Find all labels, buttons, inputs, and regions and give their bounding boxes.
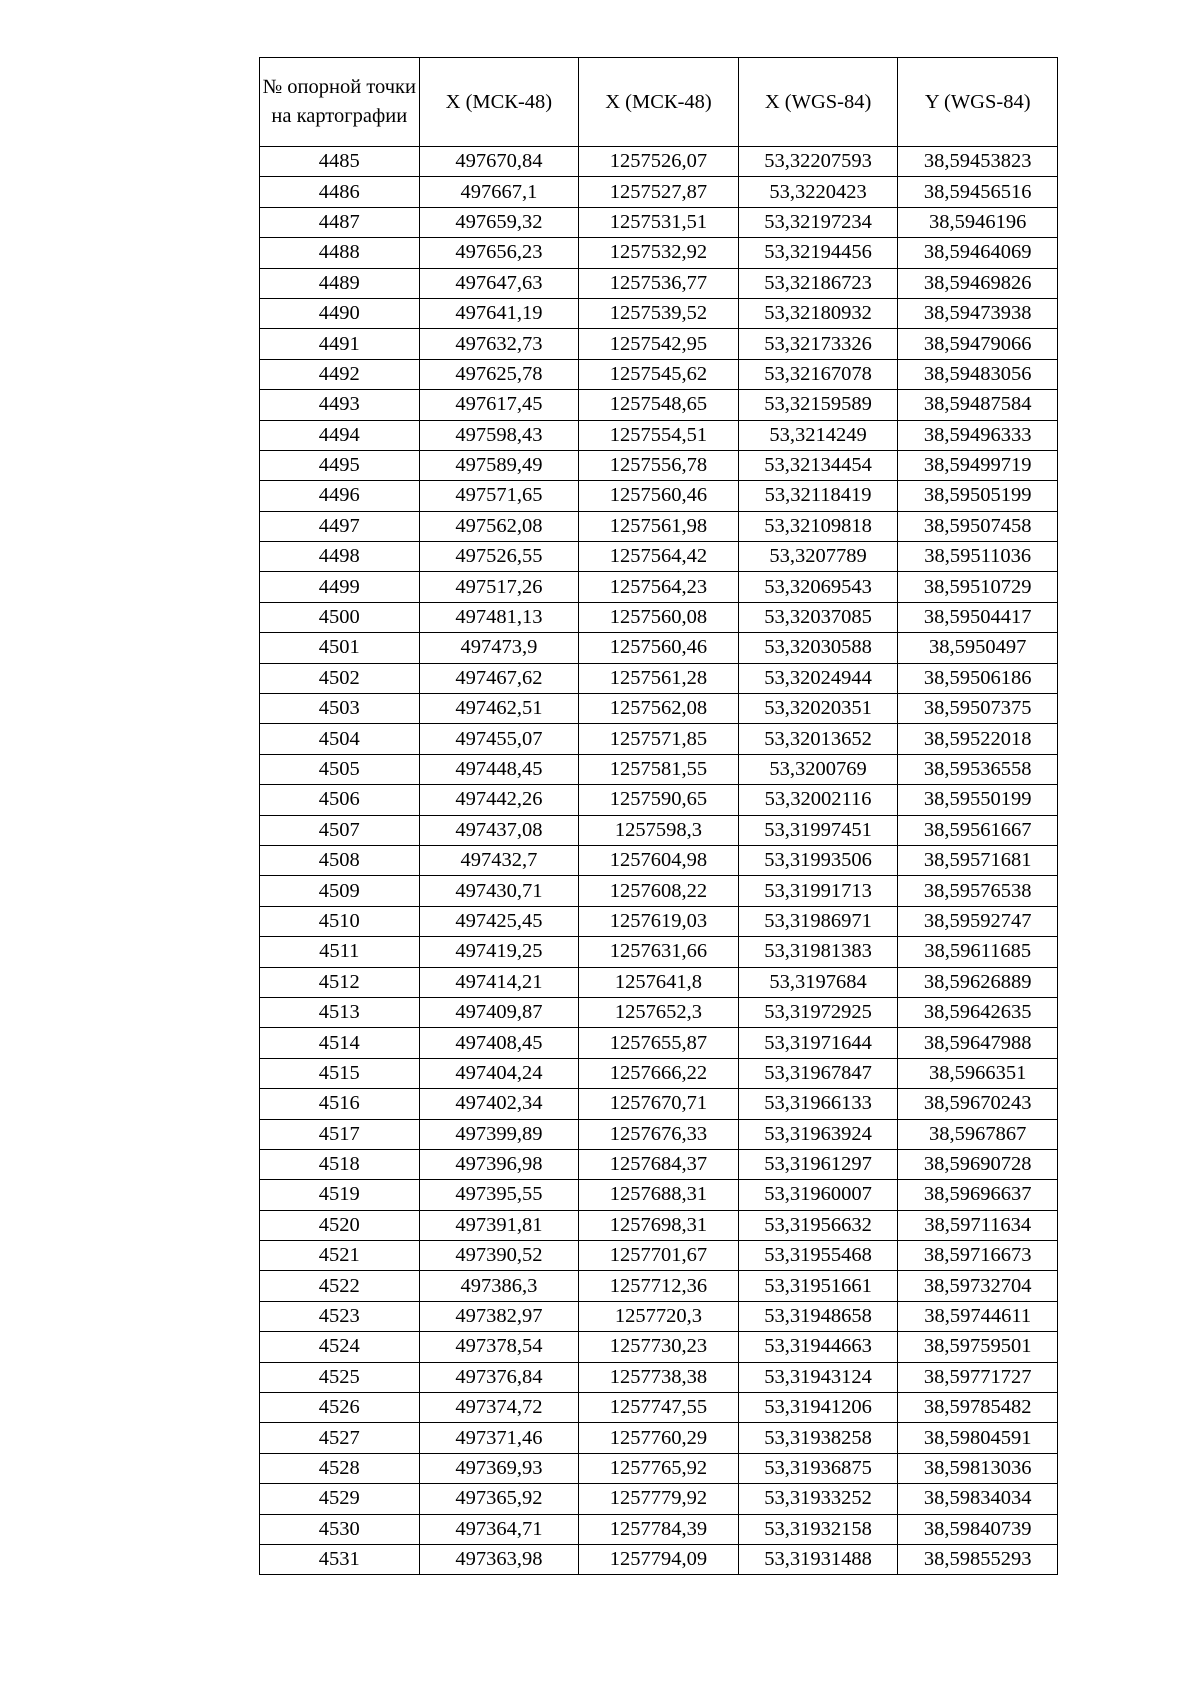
cell-point-number: 4485 (260, 147, 420, 177)
table-row (260, 1119, 1058, 1149)
cell-x-wgs84: 53,31944663 (738, 1332, 898, 1362)
cell-y-wgs84: 38,59785482 (898, 1393, 1058, 1423)
cell-point-number: 4531 (260, 1544, 420, 1574)
cell-point-number: 4501 (260, 633, 420, 663)
cell-point-number: 4505 (260, 754, 420, 784)
table-row (260, 359, 1058, 389)
table-row (260, 937, 1058, 967)
cell-x-wgs84: 53,31972925 (738, 997, 898, 1027)
cell-x-msk48-second: 1257684,37 (579, 1149, 739, 1179)
table-row (260, 1210, 1058, 1240)
cell-x-msk48-second: 1257548,65 (579, 390, 739, 420)
cell-x-msk48-second: 1257560,46 (579, 633, 739, 663)
cell-x-msk48-first: 497467,62 (419, 663, 579, 693)
cell-x-wgs84: 53,32159589 (738, 390, 898, 420)
cell-x-msk48-first: 497641,19 (419, 298, 579, 328)
table-row (260, 906, 1058, 936)
table-row (260, 1149, 1058, 1179)
cell-point-number: 4499 (260, 572, 420, 602)
cell-x-msk48-second: 1257730,23 (579, 1332, 739, 1362)
cell-point-number: 4503 (260, 694, 420, 724)
cell-x-msk48-second: 1257560,08 (579, 602, 739, 632)
cell-x-msk48-first: 497374,72 (419, 1393, 579, 1423)
table-row (260, 876, 1058, 906)
cell-point-number: 4507 (260, 815, 420, 845)
cell-x-msk48-first: 497670,84 (419, 147, 579, 177)
cell-x-wgs84: 53,31931488 (738, 1544, 898, 1574)
table-row (260, 238, 1058, 268)
cell-x-msk48-second: 1257542,95 (579, 329, 739, 359)
cell-y-wgs84: 38,59496333 (898, 420, 1058, 450)
table-row (260, 845, 1058, 875)
cell-x-wgs84: 53,32186723 (738, 268, 898, 298)
table-row (260, 1484, 1058, 1514)
table-row (260, 1271, 1058, 1301)
cell-x-msk48-second: 1257779,92 (579, 1484, 739, 1514)
cell-x-wgs84: 53,31997451 (738, 815, 898, 845)
cell-x-msk48-second: 1257712,36 (579, 1271, 739, 1301)
cell-x-msk48-first: 497419,25 (419, 937, 579, 967)
cell-point-number: 4495 (260, 450, 420, 480)
cell-x-wgs84: 53,31948658 (738, 1301, 898, 1331)
cell-y-wgs84: 38,59571681 (898, 845, 1058, 875)
cell-point-number: 4504 (260, 724, 420, 754)
cell-x-wgs84: 53,32207593 (738, 147, 898, 177)
cell-x-msk48-second: 1257760,29 (579, 1423, 739, 1453)
cell-x-msk48-first: 497437,08 (419, 815, 579, 845)
cell-y-wgs84: 38,59840739 (898, 1514, 1058, 1544)
cell-x-msk48-first: 497399,89 (419, 1119, 579, 1149)
cell-y-wgs84: 38,59507375 (898, 694, 1058, 724)
table-row (260, 177, 1058, 207)
cell-y-wgs84: 38,59576538 (898, 876, 1058, 906)
table-row (260, 1362, 1058, 1392)
cell-x-msk48-second: 1257688,31 (579, 1180, 739, 1210)
cell-y-wgs84: 38,59505199 (898, 481, 1058, 511)
cell-x-msk48-second: 1257590,65 (579, 785, 739, 815)
cell-y-wgs84: 38,5946196 (898, 207, 1058, 237)
cell-y-wgs84: 38,5967867 (898, 1119, 1058, 1149)
cell-y-wgs84: 38,59813036 (898, 1453, 1058, 1483)
cell-point-number: 4497 (260, 511, 420, 541)
cell-x-msk48-first: 497625,78 (419, 359, 579, 389)
cell-x-msk48-second: 1257571,85 (579, 724, 739, 754)
cell-x-msk48-second: 1257598,3 (579, 815, 739, 845)
cell-x-msk48-first: 497617,45 (419, 390, 579, 420)
cell-x-msk48-second: 1257539,52 (579, 298, 739, 328)
cell-x-msk48-first: 497656,23 (419, 238, 579, 268)
cell-x-msk48-second: 1257531,51 (579, 207, 739, 237)
cell-x-wgs84: 53,31941206 (738, 1393, 898, 1423)
cell-x-msk48-first: 497432,7 (419, 845, 579, 875)
cell-point-number: 4527 (260, 1423, 420, 1453)
cell-point-number: 4492 (260, 359, 420, 389)
cell-x-msk48-first: 497562,08 (419, 511, 579, 541)
cell-x-msk48-first: 497425,45 (419, 906, 579, 936)
cell-y-wgs84: 38,59522018 (898, 724, 1058, 754)
cell-x-msk48-first: 497414,21 (419, 967, 579, 997)
cell-y-wgs84: 38,59550199 (898, 785, 1058, 815)
cell-point-number: 4496 (260, 481, 420, 511)
cell-y-wgs84: 38,59732704 (898, 1271, 1058, 1301)
cell-x-wgs84: 53,32167078 (738, 359, 898, 389)
cell-x-msk48-second: 1257564,42 (579, 542, 739, 572)
cell-point-number: 4510 (260, 906, 420, 936)
cell-x-msk48-first: 497659,32 (419, 207, 579, 237)
cell-point-number: 4493 (260, 390, 420, 420)
cell-x-wgs84: 53,31956632 (738, 1210, 898, 1240)
cell-point-number: 4508 (260, 845, 420, 875)
cell-x-wgs84: 53,3200769 (738, 754, 898, 784)
table-header (260, 58, 1058, 147)
cell-x-msk48-first: 497647,63 (419, 268, 579, 298)
cell-x-msk48-first: 497402,34 (419, 1089, 579, 1119)
cell-x-wgs84: 53,32194456 (738, 238, 898, 268)
cell-point-number: 4516 (260, 1089, 420, 1119)
cell-x-msk48-first: 497632,73 (419, 329, 579, 359)
cell-x-wgs84: 53,31943124 (738, 1362, 898, 1392)
cell-x-wgs84: 53,31933252 (738, 1484, 898, 1514)
cell-x-msk48-first: 497386,3 (419, 1271, 579, 1301)
cell-x-msk48-second: 1257562,08 (579, 694, 739, 724)
table-row (260, 1089, 1058, 1119)
cell-x-wgs84: 53,32109818 (738, 511, 898, 541)
cell-point-number: 4515 (260, 1058, 420, 1088)
cell-x-msk48-first: 497598,43 (419, 420, 579, 450)
cell-x-msk48-second: 1257698,31 (579, 1210, 739, 1240)
cell-x-wgs84: 53,32024944 (738, 663, 898, 693)
cell-y-wgs84: 38,59647988 (898, 1028, 1058, 1058)
cell-point-number: 4511 (260, 937, 420, 967)
cell-point-number: 4491 (260, 329, 420, 359)
cell-point-number: 4519 (260, 1180, 420, 1210)
cell-y-wgs84: 38,59716673 (898, 1241, 1058, 1271)
header-x-wgs84: X (WGS-84) (738, 58, 898, 147)
table-row (260, 298, 1058, 328)
table-row (260, 1514, 1058, 1544)
cell-point-number: 4513 (260, 997, 420, 1027)
cell-y-wgs84: 38,59511036 (898, 542, 1058, 572)
cell-x-msk48-first: 497517,26 (419, 572, 579, 602)
cell-x-msk48-second: 1257564,23 (579, 572, 739, 602)
table-row (260, 450, 1058, 480)
table-row (260, 633, 1058, 663)
cell-point-number: 4528 (260, 1453, 420, 1483)
cell-point-number: 4518 (260, 1149, 420, 1179)
cell-x-wgs84: 53,3214249 (738, 420, 898, 450)
cell-y-wgs84: 38,59561667 (898, 815, 1058, 845)
cell-x-msk48-second: 1257536,77 (579, 268, 739, 298)
cell-x-wgs84: 53,3207789 (738, 542, 898, 572)
cell-x-msk48-first: 497365,92 (419, 1484, 579, 1514)
cell-x-msk48-second: 1257545,62 (579, 359, 739, 389)
cell-x-msk48-first: 497371,46 (419, 1423, 579, 1453)
cell-x-msk48-first: 497390,52 (419, 1241, 579, 1271)
cell-x-msk48-second: 1257701,67 (579, 1241, 739, 1271)
table-row (260, 785, 1058, 815)
cell-x-msk48-first: 497481,13 (419, 602, 579, 632)
cell-point-number: 4494 (260, 420, 420, 450)
table-row (260, 1301, 1058, 1331)
cell-x-msk48-second: 1257641,8 (579, 967, 739, 997)
cell-y-wgs84: 38,59592747 (898, 906, 1058, 936)
table-row (260, 815, 1058, 845)
cell-x-wgs84: 53,32002116 (738, 785, 898, 815)
cell-x-msk48-first: 497526,55 (419, 542, 579, 572)
cell-y-wgs84: 38,5950497 (898, 633, 1058, 663)
table-row (260, 1241, 1058, 1271)
table-row (260, 481, 1058, 511)
cell-x-wgs84: 53,32037085 (738, 602, 898, 632)
cell-y-wgs84: 38,59473938 (898, 298, 1058, 328)
cell-point-number: 4502 (260, 663, 420, 693)
cell-x-wgs84: 53,31932158 (738, 1514, 898, 1544)
cell-x-msk48-second: 1257655,87 (579, 1028, 739, 1058)
cell-x-msk48-second: 1257670,71 (579, 1089, 739, 1119)
cell-x-msk48-second: 1257561,28 (579, 663, 739, 693)
cell-x-msk48-second: 1257532,92 (579, 238, 739, 268)
cell-x-msk48-second: 1257560,46 (579, 481, 739, 511)
table-row (260, 1180, 1058, 1210)
cell-x-msk48-first: 497396,98 (419, 1149, 579, 1179)
cell-y-wgs84: 38,59611685 (898, 937, 1058, 967)
table-row (260, 542, 1058, 572)
cell-point-number: 4506 (260, 785, 420, 815)
cell-x-msk48-second: 1257581,55 (579, 754, 739, 784)
cell-point-number: 4500 (260, 602, 420, 632)
cell-x-msk48-first: 497589,49 (419, 450, 579, 480)
cell-x-msk48-second: 1257784,39 (579, 1514, 739, 1544)
cell-x-wgs84: 53,31938258 (738, 1423, 898, 1453)
cell-x-msk48-first: 497369,93 (419, 1453, 579, 1483)
cell-x-wgs84: 53,32173326 (738, 329, 898, 359)
cell-x-wgs84: 53,32180932 (738, 298, 898, 328)
cell-x-wgs84: 53,32020351 (738, 694, 898, 724)
cell-y-wgs84: 38,59711634 (898, 1210, 1058, 1240)
cell-x-msk48-first: 497395,55 (419, 1180, 579, 1210)
cell-x-wgs84: 53,32013652 (738, 724, 898, 754)
cell-point-number: 4529 (260, 1484, 420, 1514)
cell-x-wgs84: 53,31993506 (738, 845, 898, 875)
cell-point-number: 4517 (260, 1119, 420, 1149)
cell-y-wgs84: 38,59506186 (898, 663, 1058, 693)
cell-x-msk48-first: 497430,71 (419, 876, 579, 906)
cell-y-wgs84: 38,59690728 (898, 1149, 1058, 1179)
header-x-msk48-first: X (МСК-48) (419, 58, 579, 147)
table-row (260, 1453, 1058, 1483)
cell-x-msk48-first: 497382,97 (419, 1301, 579, 1331)
cell-x-wgs84: 53,32118419 (738, 481, 898, 511)
table-row (260, 724, 1058, 754)
cell-x-msk48-first: 497363,98 (419, 1544, 579, 1574)
cell-y-wgs84: 38,59804591 (898, 1423, 1058, 1453)
cell-point-number: 4521 (260, 1241, 420, 1271)
cell-x-msk48-second: 1257631,66 (579, 937, 739, 967)
cell-point-number: 4520 (260, 1210, 420, 1240)
cell-x-msk48-second: 1257720,3 (579, 1301, 739, 1331)
cell-x-msk48-first: 497667,1 (419, 177, 579, 207)
cell-point-number: 4522 (260, 1271, 420, 1301)
cell-point-number: 4525 (260, 1362, 420, 1392)
cell-x-msk48-second: 1257527,87 (579, 177, 739, 207)
cell-x-msk48-first: 497409,87 (419, 997, 579, 1027)
cell-y-wgs84: 38,59696637 (898, 1180, 1058, 1210)
table-row (260, 268, 1058, 298)
table-body (260, 147, 1058, 1575)
table-row (260, 147, 1058, 177)
cell-x-wgs84: 53,3197684 (738, 967, 898, 997)
cell-x-msk48-first: 497462,51 (419, 694, 579, 724)
cell-x-wgs84: 53,3220423 (738, 177, 898, 207)
cell-point-number: 4514 (260, 1028, 420, 1058)
table-row (260, 1423, 1058, 1453)
header-y-wgs84: Y (WGS-84) (898, 58, 1058, 147)
cell-x-wgs84: 53,31951661 (738, 1271, 898, 1301)
cell-y-wgs84: 38,59504417 (898, 602, 1058, 632)
cell-x-wgs84: 53,32069543 (738, 572, 898, 602)
cell-x-wgs84: 53,32030588 (738, 633, 898, 663)
table-row (260, 511, 1058, 541)
cell-y-wgs84: 38,59759501 (898, 1332, 1058, 1362)
cell-x-wgs84: 53,31967847 (738, 1058, 898, 1088)
table-row (260, 1393, 1058, 1423)
header-row (260, 58, 1058, 147)
cell-point-number: 4523 (260, 1301, 420, 1331)
cell-x-msk48-first: 497448,45 (419, 754, 579, 784)
table-row (260, 1332, 1058, 1362)
table-row (260, 329, 1058, 359)
cell-y-wgs84: 38,59670243 (898, 1089, 1058, 1119)
cell-x-wgs84: 53,31955468 (738, 1241, 898, 1271)
cell-x-msk48-first: 497378,54 (419, 1332, 579, 1362)
table-row (260, 663, 1058, 693)
table-row (260, 997, 1058, 1027)
cell-point-number: 4530 (260, 1514, 420, 1544)
cell-x-wgs84: 53,32134454 (738, 450, 898, 480)
cell-x-msk48-first: 497391,81 (419, 1210, 579, 1240)
cell-x-wgs84: 53,31991713 (738, 876, 898, 906)
cell-point-number: 4498 (260, 542, 420, 572)
cell-y-wgs84: 38,59507458 (898, 511, 1058, 541)
cell-x-wgs84: 53,31936875 (738, 1453, 898, 1483)
cell-y-wgs84: 38,59487584 (898, 390, 1058, 420)
cell-y-wgs84: 38,59626889 (898, 967, 1058, 997)
cell-x-msk48-second: 1257747,55 (579, 1393, 739, 1423)
cell-y-wgs84: 38,59771727 (898, 1362, 1058, 1392)
cell-x-msk48-second: 1257604,98 (579, 845, 739, 875)
cell-x-wgs84: 53,31963924 (738, 1119, 898, 1149)
cell-x-wgs84: 53,31961297 (738, 1149, 898, 1179)
cell-point-number: 4488 (260, 238, 420, 268)
table-row (260, 390, 1058, 420)
table-row (260, 967, 1058, 997)
table-row (260, 694, 1058, 724)
table-row (260, 602, 1058, 632)
cell-x-msk48-second: 1257556,78 (579, 450, 739, 480)
cell-point-number: 4489 (260, 268, 420, 298)
cell-point-number: 4509 (260, 876, 420, 906)
cell-x-msk48-second: 1257554,51 (579, 420, 739, 450)
cell-y-wgs84: 38,59536558 (898, 754, 1058, 784)
cell-x-wgs84: 53,31966133 (738, 1089, 898, 1119)
cell-y-wgs84: 38,59499719 (898, 450, 1058, 480)
cell-x-wgs84: 53,31981383 (738, 937, 898, 967)
cell-y-wgs84: 38,59483056 (898, 359, 1058, 389)
table-row (260, 1058, 1058, 1088)
cell-x-msk48-first: 497376,84 (419, 1362, 579, 1392)
cell-x-wgs84: 53,31971644 (738, 1028, 898, 1058)
cell-x-msk48-first: 497455,07 (419, 724, 579, 754)
cell-x-msk48-second: 1257526,07 (579, 147, 739, 177)
cell-point-number: 4524 (260, 1332, 420, 1362)
cell-x-msk48-first: 497404,24 (419, 1058, 579, 1088)
cell-x-msk48-second: 1257608,22 (579, 876, 739, 906)
table-row (260, 572, 1058, 602)
cell-x-msk48-second: 1257794,09 (579, 1544, 739, 1574)
cell-point-number: 4490 (260, 298, 420, 328)
cell-x-msk48-second: 1257652,3 (579, 997, 739, 1027)
cell-y-wgs84: 38,59464069 (898, 238, 1058, 268)
cell-x-wgs84: 53,31960007 (738, 1180, 898, 1210)
cell-x-msk48-second: 1257666,22 (579, 1058, 739, 1088)
cell-x-msk48-second: 1257765,92 (579, 1453, 739, 1483)
cell-x-msk48-second: 1257561,98 (579, 511, 739, 541)
cell-x-msk48-first: 497408,45 (419, 1028, 579, 1058)
cell-y-wgs84: 38,5966351 (898, 1058, 1058, 1088)
cell-point-number: 4486 (260, 177, 420, 207)
cell-x-msk48-second: 1257676,33 (579, 1119, 739, 1149)
table-row (260, 1544, 1058, 1574)
coordinates-table (259, 57, 1058, 1575)
cell-point-number: 4526 (260, 1393, 420, 1423)
cell-point-number: 4512 (260, 967, 420, 997)
cell-y-wgs84: 38,59469826 (898, 268, 1058, 298)
cell-y-wgs84: 38,59479066 (898, 329, 1058, 359)
cell-x-msk48-first: 497442,26 (419, 785, 579, 815)
cell-x-msk48-first: 497473,9 (419, 633, 579, 663)
cell-y-wgs84: 38,59453823 (898, 147, 1058, 177)
cell-y-wgs84: 38,59510729 (898, 572, 1058, 602)
cell-x-msk48-first: 497571,65 (419, 481, 579, 511)
cell-y-wgs84: 38,59642635 (898, 997, 1058, 1027)
table-row (260, 420, 1058, 450)
table-row (260, 754, 1058, 784)
table-row (260, 207, 1058, 237)
cell-x-wgs84: 53,31986971 (738, 906, 898, 936)
cell-x-wgs84: 53,32197234 (738, 207, 898, 237)
cell-x-msk48-second: 1257619,03 (579, 906, 739, 936)
cell-point-number: 4487 (260, 207, 420, 237)
cell-y-wgs84: 38,59855293 (898, 1544, 1058, 1574)
cell-x-msk48-second: 1257738,38 (579, 1362, 739, 1392)
header-x-msk48-second: X (МСК-48) (579, 58, 739, 147)
cell-y-wgs84: 38,59744611 (898, 1301, 1058, 1331)
cell-y-wgs84: 38,59456516 (898, 177, 1058, 207)
header-point-number: № опорной точки на картографии (260, 58, 420, 147)
cell-x-msk48-first: 497364,71 (419, 1514, 579, 1544)
cell-y-wgs84: 38,59834034 (898, 1484, 1058, 1514)
table-row (260, 1028, 1058, 1058)
